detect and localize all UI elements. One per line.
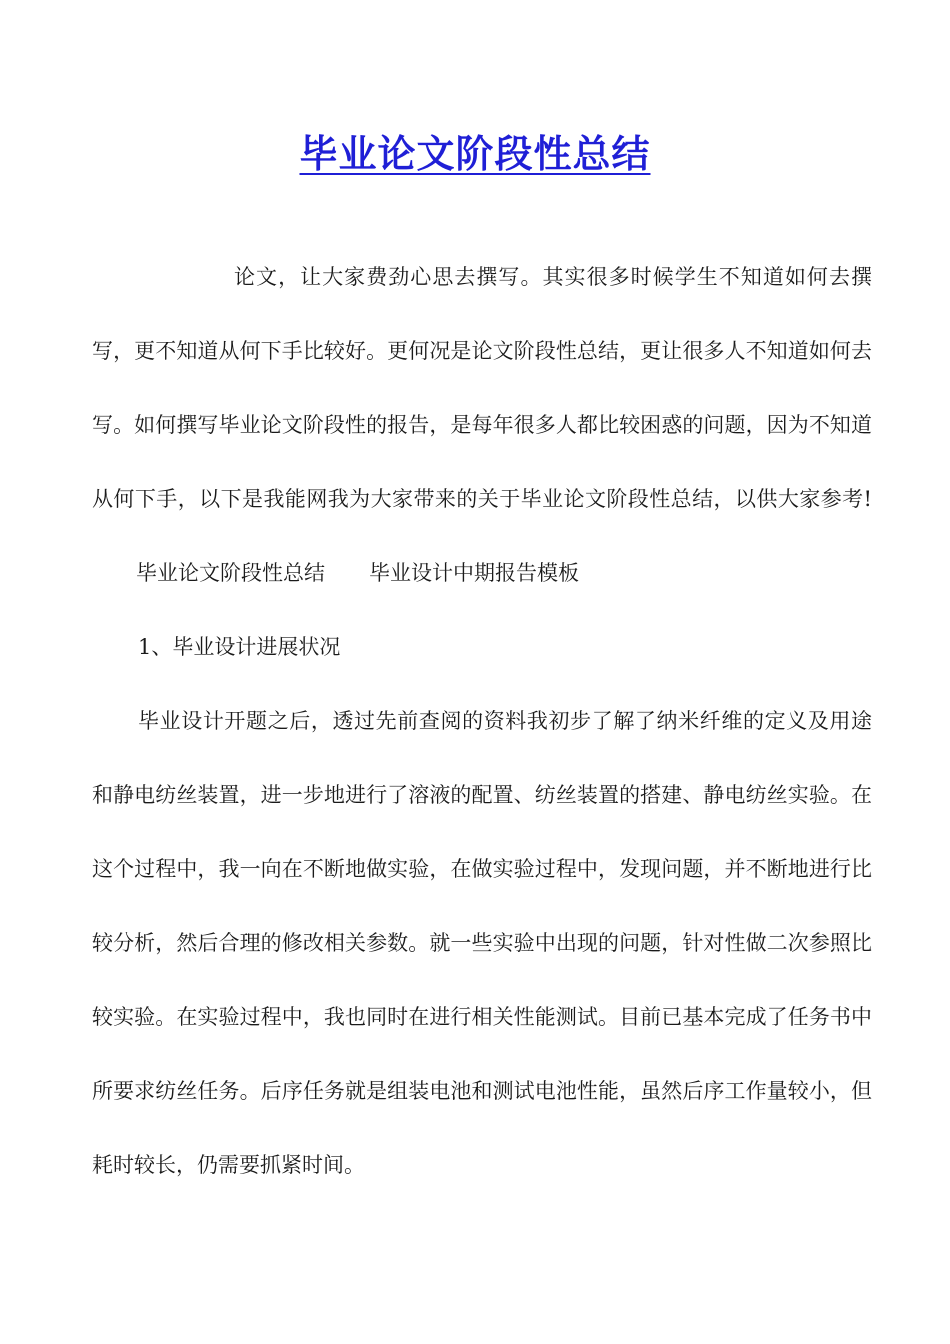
intro-paragraph: [92, 240, 872, 610]
document-body: [92, 240, 872, 1202]
intro-text: 论文，让大家费劲心思去撰写。其实很多时候学生不知道如何去撰写，更不知道从何下手比较好。更何况是论文阶段性总结，更让很多人不知道如何去写。如何撰写毕业论文阶段性的报告，是每年很多人都比较困惑的问题，因为不知道从何下手，以下是我能网我为大家带来的关于毕业论文阶段性总结，以供大家参考!: [92, 265, 872, 511]
related-link-2[interactable]: 毕业设计中期报告模板: [369, 561, 579, 585]
section-paragraph: 毕业设计开题之后，透过先前查阅的资料我初步了解了纳米纤维的定义及用途和静电纺丝装置，进一步地进行了溶液的配置、纺丝装置的搭建、静电纺丝实验。在这个过程中，我一向在不断地做实验，在做实验过程中，发现问题，并不断地进行比较分析，然后合理的修改相关参数。就一些实验中出现的问题，针对性做二次参照比较实验。在实验过程中，我也同时在进行相关性能测试。目前已基本完成了任务书中所要求纺丝任务。后序任务就是组装电池和测试电池性能，虽然后序工作量较小，但耗时较长，仍需要抓紧时间。: [92, 709, 872, 1177]
section-heading: 1、毕业设计进展状况: [138, 635, 341, 659]
document-title[interactable]: [0, 128, 950, 180]
document-title-link[interactable]: 毕业论文阶段性总结: [299, 132, 651, 176]
related-link-1[interactable]: 毕业论文阶段性总结: [136, 561, 325, 585]
